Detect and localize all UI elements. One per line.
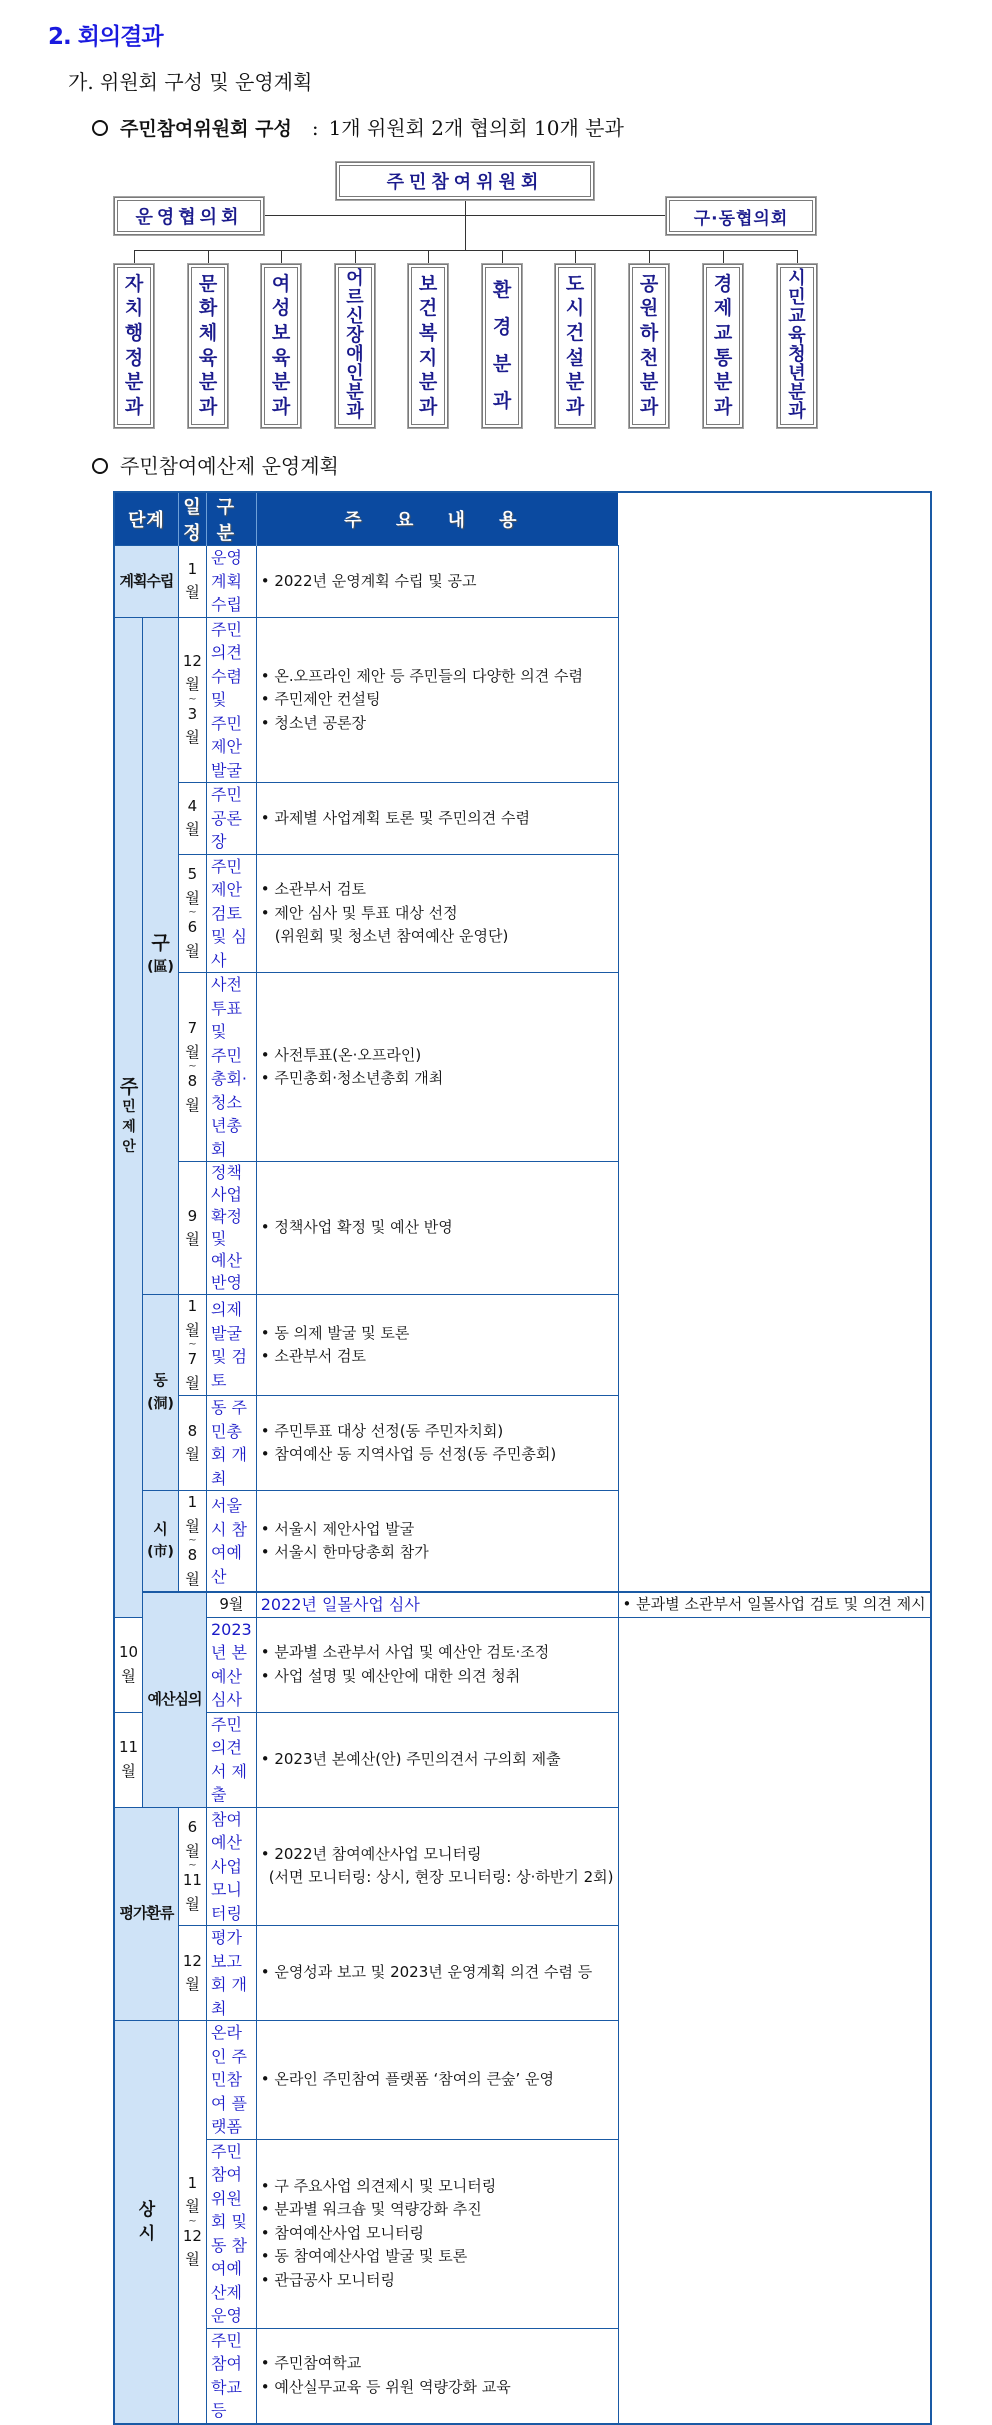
month-cell: 4월	[178, 783, 206, 855]
content-cell: • 동 의제 발굴 및 토론 • 소관부서 검토	[256, 1295, 618, 1396]
month-cell: 11월	[114, 1712, 143, 1807]
category-cell: 정책사업 확정 및 예산 반영	[206, 1162, 256, 1295]
connector-line	[649, 250, 650, 264]
category-cell: 주민의견서 제출	[206, 1712, 256, 1807]
content-cell: • 소관부서 검토 • 제안 심사 및 투표 대상 선정 (위원회 및 청소년 참여예산 운영단)	[256, 854, 618, 973]
table-row	[114, 783, 931, 855]
stage-always: 상 시	[114, 2021, 178, 2424]
month-cell: 7월 ~ 8월	[178, 973, 206, 1162]
category-cell: 운영계획 수립	[206, 546, 256, 618]
stage-plan: 계획수립	[114, 546, 178, 618]
table-row	[114, 1592, 931, 1617]
content-cell: • 온라인 주민참여 플랫폼 ‘참여의 큰숲’ 운영	[256, 2021, 618, 2140]
month-cell: 5월 ~ 6월	[178, 854, 206, 973]
stage-proposal: 주 민 제 안	[114, 617, 143, 1617]
org-box-operations-council: 운영협의회	[114, 197, 264, 235]
stage-si: 시 (市)	[143, 1491, 179, 1593]
category-cell: 의제 발굴 및 검토	[206, 1295, 256, 1396]
budget-plan-heading	[92, 450, 339, 479]
category-cell: 주민의견 수렴 및 주민제안 발굴	[206, 617, 256, 783]
org-division-health-welfare: 보 건 복 지 분 과	[408, 264, 448, 428]
category-cell: 서울시 참여예산	[206, 1491, 256, 1593]
table-row	[114, 1162, 931, 1295]
org-division-parks-rivers: 공 원 하 천 분 과	[629, 264, 669, 428]
connector-line	[723, 250, 724, 264]
org-box-committee: 주민참여위원회	[336, 162, 594, 200]
connector-line	[428, 250, 429, 264]
separator: :	[311, 116, 319, 140]
table-row	[114, 1491, 931, 1593]
org-division-seniors-disabled: 어 르 신 장 애 인 분 과	[335, 264, 375, 428]
stage-evaluation: 평가환류	[114, 1807, 178, 2021]
connector-line	[264, 215, 666, 216]
connector-line	[355, 250, 356, 264]
stage-dong: 동 (洞)	[143, 1295, 179, 1491]
header-stage: 단계	[114, 492, 178, 546]
content-cell: • 2022년 운영계획 수립 및 공고	[256, 546, 618, 618]
org-division-urban-construction: 도 시 건 설 분 과	[555, 264, 595, 428]
connector-line	[502, 250, 503, 264]
category-cell: 주민참여학교 등	[206, 2328, 256, 2424]
category-cell: 2022년 일몰사업 심사	[256, 1592, 618, 1617]
connector-line	[575, 250, 576, 264]
header-category: 구 분	[206, 492, 256, 546]
org-division-environment: 환 경 분 과	[482, 264, 522, 428]
org-division-economy-transport: 경 제 교 통 분 과	[703, 264, 743, 428]
category-cell: 주민참여위원회 및 동 참여예산제 운영	[206, 2139, 256, 2328]
table-row	[114, 2328, 931, 2424]
month-cell: 9월	[206, 1592, 256, 1617]
org-division-culture: 문 화 체 육 분 과	[188, 264, 228, 428]
table-row	[114, 854, 931, 973]
table-row	[114, 1295, 931, 1396]
content-cell: • 주민투표 대상 선정(동 주민자치회) • 참여예산 동 지역사업 등 선정(동 주민총회)	[256, 1396, 618, 1491]
content-cell: • 정책사업 확정 및 예산 반영	[256, 1162, 618, 1295]
month-cell: 1월	[178, 546, 206, 618]
category-cell: 2023년 본예산 심사	[206, 1617, 256, 1712]
category-cell: 주민제안 검토 및 심사	[206, 854, 256, 973]
content-cell: • 운영성과 보고 및 2023년 운영계획 의견 수렴 등	[256, 1926, 618, 2021]
org-box-district-council: 구·동협의회	[666, 197, 816, 235]
budget-plan-label: 주민참여예산제 운영계획	[120, 454, 339, 478]
table-row	[114, 1712, 931, 1807]
table-row	[114, 546, 931, 618]
content-cell: • 2023년 본예산(안) 주민의견서 구의회 제출	[256, 1712, 618, 1807]
month-cell: 9월	[178, 1162, 206, 1295]
category-cell: 주민공론장	[206, 783, 256, 855]
table-row	[114, 617, 931, 783]
table-header-row	[114, 492, 931, 546]
table-row	[114, 1807, 931, 1926]
content-cell: • 구 주요사업 의견제시 및 모니터링 • 분과별 워크숍 및 역량강화 추진 • 참여예산사업 모니터링 • 동 참여예산사업 발굴 및 토론 • 관급공사 모니터링	[256, 2139, 618, 2328]
month-cell: 10월	[114, 1617, 143, 1712]
category-cell: 온라인 주민참여 플랫폼	[206, 2021, 256, 2140]
header-schedule: 일정	[178, 492, 206, 546]
content-cell: • 사전투표(온·오프라인) • 주민총회·청소년총회 개최	[256, 973, 618, 1162]
connector-line	[465, 200, 466, 250]
month-cell: 12월 ~ 3월	[178, 617, 206, 783]
org-division-women-childcare: 여 성 보 육 분 과	[261, 264, 301, 428]
content-cell: • 주민참여학교 • 예산실무교육 등 위원 역량강화 교육	[256, 2328, 618, 2424]
connector-line	[134, 250, 798, 251]
connector-line	[208, 250, 209, 264]
composition-summary: 1개 위원회 2개 협의회 10개 분과	[328, 116, 624, 140]
content-cell: • 서울시 제안사업 발굴 • 서울시 한마당총회 참가	[256, 1491, 618, 1593]
connector-line	[281, 250, 282, 264]
category-cell: 동 주민총회 개최	[206, 1396, 256, 1491]
budget-plan-table	[113, 491, 932, 2425]
section-heading: 2. 회의결과	[48, 24, 163, 50]
month-cell: 6월 ~ 11월	[178, 1807, 206, 1926]
category-cell: 평가보고회 개최	[206, 1926, 256, 2021]
stage-review: 예산심의	[143, 1592, 207, 1807]
month-cell: 8월	[178, 1396, 206, 1491]
category-cell: 참여예산사업 모니터링	[206, 1807, 256, 1926]
month-cell: 1월 ~ 8월	[178, 1491, 206, 1593]
table-row	[114, 2021, 931, 2140]
month-cell: 12월	[178, 1926, 206, 2021]
stage-gu: 구 (區)	[143, 617, 179, 1295]
subsection-heading: 가. 위원회 구성 및 운영계획	[68, 70, 313, 94]
connector-line	[797, 250, 798, 264]
table-row	[114, 1396, 931, 1491]
org-chart	[0, 0, 992, 440]
month-cell: 1월 ~ 7월	[178, 1295, 206, 1396]
header-content: 주 요 내 용	[256, 492, 618, 546]
circle-bullet-icon	[92, 458, 108, 474]
table-row	[114, 1617, 931, 1712]
table-row	[114, 973, 931, 1162]
table-row	[114, 1926, 931, 2021]
content-cell: • 과제별 사업계획 토론 및 주민의견 수렴	[256, 783, 618, 855]
content-cell: • 2022년 참여예산사업 모니터링 (서면 모니터링: 상시, 현장 모니터링: 상·하반기 2회)	[256, 1807, 618, 1926]
connector-line	[134, 250, 135, 264]
content-cell: • 분과별 소관부서 사업 및 예산안 검토·조정 • 사업 설명 및 예산안에 대한 의견 청취	[256, 1617, 618, 1712]
composition-label: 주민참여위원회 구성	[120, 118, 292, 140]
content-cell: • 분과별 소관부서 일몰사업 검토 및 의견 제시	[618, 1592, 931, 1617]
content-cell: • 온.오프라인 제안 등 주민들의 다양한 의견 수렴 • 주민제안 컨설팅 • 청소년 공론장	[256, 617, 618, 783]
org-division-autonomy: 자 치 행 정 분 과	[114, 264, 154, 428]
month-cell: 1월 ~ 12월	[178, 2021, 206, 2424]
category-cell: 사전투표 및 주민총회·청소년총회	[206, 973, 256, 1162]
org-division-civic-education-youth: 시 민 교 육 청 년 분 과	[777, 264, 817, 428]
table-row	[114, 2139, 931, 2328]
